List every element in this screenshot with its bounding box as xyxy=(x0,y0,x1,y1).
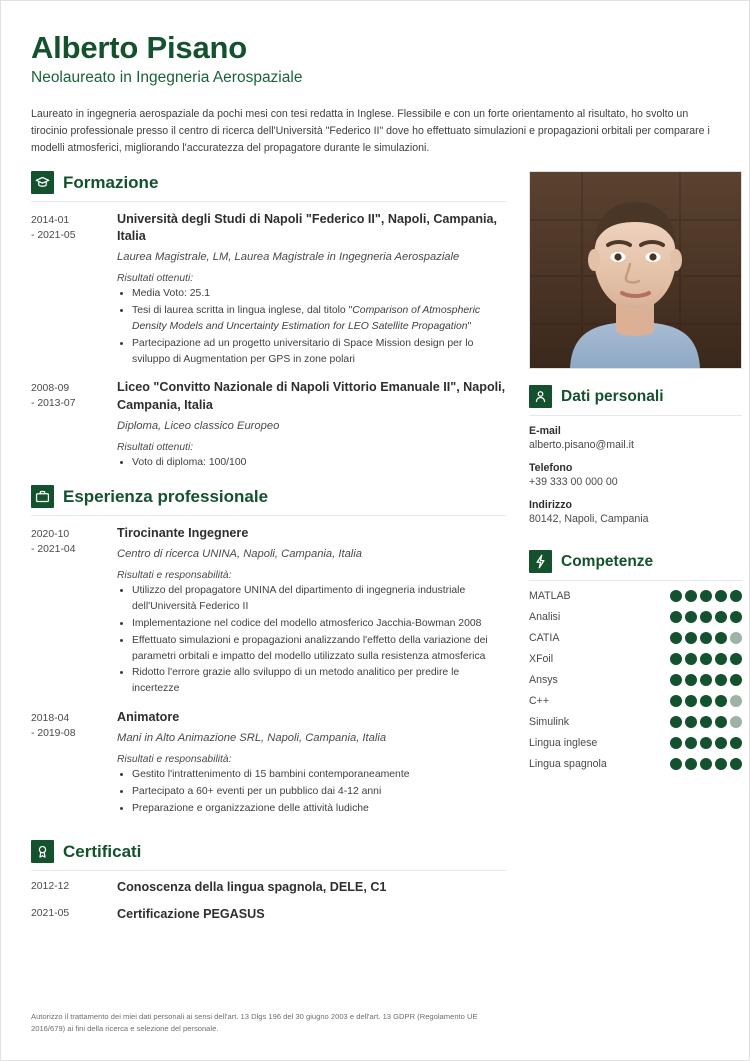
phone-field[interactable]: +39 333 00 000 00 xyxy=(529,476,618,489)
skill-dot-filled xyxy=(715,632,727,644)
skill-dot-filled xyxy=(700,695,712,707)
skill-dot-filled xyxy=(670,737,682,749)
skills-list xyxy=(529,590,742,770)
profile-summary: Laureato in ingegneria aerospaziale da pochi mesi con tesi redatta in Inglese. Flessibile e con un forte orientamento al risultato, ho svolto un tirocinio professionale presso il centro di ricerca dell'Università "Federico II" dove ho effettuato simulazioni e propagazioni orbitali per comparare i modelli atmosferici, migliorando l'accuratezza del propagatore durante le simulazioni. xyxy=(31,107,710,154)
skill-level-dots xyxy=(670,716,742,728)
skill-dot-filled xyxy=(715,653,727,665)
skill-level-dots xyxy=(670,653,742,665)
list-item: • Ridotto l'errore grazie allo sviluppo di un metodo analitico per predire le incertezze xyxy=(132,665,506,697)
entry-dates: 2008-09 - 2013-07 xyxy=(31,383,76,410)
skill-name: MATLAB xyxy=(529,590,571,603)
entry-results-label: Risultati e responsabilità: xyxy=(117,754,232,766)
skill-dot-filled xyxy=(685,758,697,770)
skill-name: Analisi xyxy=(529,611,561,624)
skill-level-dots xyxy=(670,758,742,770)
contact-address xyxy=(529,499,742,525)
experience-entry xyxy=(31,709,506,817)
skill-name: CATIA xyxy=(529,632,560,645)
list-item: • Partecipazione ad un progetto universitario di Space Mission design per lo sviluppo di Augmentation per GPS in zone polari xyxy=(132,336,506,368)
skill-name: Ansys xyxy=(529,674,558,687)
address-field: 80142, Napoli, Campania xyxy=(529,513,649,526)
cv-header xyxy=(31,31,721,157)
skill-row xyxy=(529,695,742,707)
skill-dot-filled xyxy=(700,716,712,728)
section-personal-data xyxy=(529,385,742,525)
skill-dot-filled xyxy=(715,674,727,686)
entry-body xyxy=(117,709,506,817)
section-experience xyxy=(31,485,506,817)
avatar xyxy=(529,171,742,369)
skill-dot-filled xyxy=(700,758,712,770)
skill-level-dots xyxy=(670,695,742,707)
skill-dot-empty xyxy=(730,716,742,728)
section-header-skills xyxy=(529,550,742,581)
skill-level-dots xyxy=(670,611,742,623)
list-item: • Gestito l'intrattenimento di 15 bambini contemporaneamente xyxy=(132,767,506,783)
skill-dot-filled xyxy=(715,695,727,707)
list-item: • Tesi di laurea scritta in lingua inglese, dal titolo "Comparison of Atmospheric Density Models and Uncertainty Estimation for LEO Satellite Propagation" xyxy=(132,303,506,335)
entry-subtitle: Diploma, Liceo classico Europeo xyxy=(117,419,280,432)
skill-dot-filled xyxy=(715,716,727,728)
skill-row xyxy=(529,653,742,665)
skill-dot-filled xyxy=(685,632,697,644)
entry-body xyxy=(117,525,506,698)
skill-dot-empty xyxy=(730,695,742,707)
person-icon xyxy=(529,385,552,408)
skill-dot-filled xyxy=(730,758,742,770)
skill-dot-filled xyxy=(670,758,682,770)
skill-dot-filled xyxy=(670,695,682,707)
list-item: • Utilizzo del propagatore UNINA del dipartimento di ingegneria industriale dell'Università Federico II xyxy=(132,583,506,615)
skill-name: Simulink xyxy=(529,716,570,729)
columns-wrapper xyxy=(31,171,721,933)
skill-row xyxy=(529,674,742,686)
entry-bullets xyxy=(117,286,506,367)
entry-dates: 2020-10 - 2021-04 xyxy=(31,529,76,556)
entry-results-label: Risultati ottenuti: xyxy=(117,441,194,453)
contact-phone xyxy=(529,462,742,488)
skill-name: XFoil xyxy=(529,653,554,666)
section-header-experience xyxy=(31,485,506,516)
list-item: • Voto di diploma: 100/100 xyxy=(132,455,506,471)
certificate-row xyxy=(31,880,506,894)
skill-dot-filled xyxy=(670,632,682,644)
skill-dot-filled xyxy=(730,611,742,623)
skill-dot-filled xyxy=(700,674,712,686)
skill-dot-filled xyxy=(670,653,682,665)
skill-name: Lingua spagnola xyxy=(529,758,607,771)
entry-title: Liceo "Convitto Nazionale di Napoli Vittorio Emanuale II", Napoli, Campania, Italia xyxy=(117,380,506,412)
entry-subtitle: Mani in Alto Animazione SRL, Napoli, Campania, Italia xyxy=(117,732,387,745)
spacer xyxy=(529,536,742,550)
skill-row xyxy=(529,632,742,644)
entry-results-label: Risultati ottenuti: xyxy=(117,273,194,285)
certificate-title: Certificazione PEGASUS xyxy=(117,906,265,921)
entry-body xyxy=(117,379,506,471)
skill-level-dots xyxy=(670,632,742,644)
entry-body xyxy=(117,211,506,368)
skill-dot-filled xyxy=(700,632,712,644)
certificate-title: Conoscenza della lingua spagnola, DELE, C1 xyxy=(117,879,387,894)
contact-label: Indirizzo xyxy=(529,499,572,512)
skill-row xyxy=(529,716,742,728)
section-title-certificates: Certificati xyxy=(63,841,142,861)
header-subtitle: Neolaureato in Ingegneria Aerospaziale xyxy=(31,69,303,87)
graduation-cap-icon xyxy=(31,171,54,194)
skill-dot-filled xyxy=(715,611,727,623)
entry-subtitle: Laurea Magistrale, LM, Laurea Magistrale in Ingegneria Aerospaziale xyxy=(117,251,460,264)
entry-subtitle: Centro di ricerca UNINA, Napoli, Campania, Italia xyxy=(117,548,362,561)
skill-dot-filled xyxy=(685,590,697,602)
education-entry xyxy=(31,211,506,368)
skill-name: C++ xyxy=(529,695,550,708)
skill-level-dots xyxy=(670,737,742,749)
section-header-certificates xyxy=(31,840,506,871)
skill-dot-filled xyxy=(715,758,727,770)
email-field[interactable]: alberto.pisano@mail.it xyxy=(529,439,634,452)
left-column xyxy=(31,171,506,933)
entry-title: Tirocinante Ingegnere xyxy=(117,526,249,541)
skill-dot-filled xyxy=(730,737,742,749)
skill-dot-filled xyxy=(670,611,682,623)
skill-level-dots xyxy=(670,590,742,602)
entry-bullets xyxy=(117,583,506,697)
skill-dot-filled xyxy=(685,674,697,686)
skill-dot-filled xyxy=(685,653,697,665)
skill-dot-filled xyxy=(670,716,682,728)
profile-photo xyxy=(530,172,741,368)
section-education xyxy=(31,171,506,471)
page-title: Alberto Pisano xyxy=(31,30,247,65)
certificate-date: 2021-05 xyxy=(31,907,70,919)
skill-dot-filled xyxy=(700,653,712,665)
entry-dates: 2018-04 - 2019-08 xyxy=(31,713,76,740)
skill-row xyxy=(529,611,742,623)
skill-dot-filled xyxy=(730,653,742,665)
skill-dot-filled xyxy=(700,611,712,623)
skill-dot-filled xyxy=(670,590,682,602)
skill-dot-filled xyxy=(730,590,742,602)
entry-results-label: Risultati e responsabilità: xyxy=(117,570,232,582)
entry-title: Università degli Studi di Napoli "Federico II", Napoli, Campania, Italia xyxy=(117,212,498,244)
skill-level-dots xyxy=(670,674,742,686)
section-header-personal xyxy=(529,385,742,416)
skill-dot-filled xyxy=(715,737,727,749)
section-title-personal: Dati personali xyxy=(561,387,664,405)
section-certificates xyxy=(31,840,506,921)
contact-label: Telefono xyxy=(529,462,573,475)
skill-dot-filled xyxy=(685,737,697,749)
skill-row xyxy=(529,590,742,602)
skill-dot-filled xyxy=(700,590,712,602)
certificate-row xyxy=(31,907,506,921)
entry-bullets xyxy=(117,767,506,816)
section-title-skills: Competenze xyxy=(561,552,654,570)
section-title-education: Formazione xyxy=(63,173,159,193)
skill-dot-filled xyxy=(685,611,697,623)
skill-dot-filled xyxy=(685,716,697,728)
certificate-date: 2012-12 xyxy=(31,880,70,892)
skill-dot-filled xyxy=(700,737,712,749)
entry-title: Animatore xyxy=(117,710,180,725)
contact-email xyxy=(529,425,742,451)
skill-dot-filled xyxy=(730,674,742,686)
skill-row xyxy=(529,737,742,749)
cv-content xyxy=(31,31,721,1038)
skill-dot-empty xyxy=(730,632,742,644)
skill-dot-filled xyxy=(715,590,727,602)
skill-row xyxy=(529,758,742,770)
briefcase-icon xyxy=(31,485,54,508)
section-header-education xyxy=(31,171,506,202)
contact-label: E-mail xyxy=(529,425,561,438)
list-item: • Implementazione nel codice del modello atmosferico Jacchia-Bowman 2008 xyxy=(132,616,506,632)
skill-dot-filled xyxy=(685,695,697,707)
list-item: • Preparazione e organizzazione delle attività ludiche xyxy=(132,801,506,817)
lightning-bolt-icon xyxy=(529,550,552,573)
experience-entry xyxy=(31,525,506,698)
entry-dates: 2014-01 - 2021-05 xyxy=(31,215,76,242)
privacy-footer: Autorizzo il trattamento dei miei dati personali ai sensi dell'art. 13 Dlgs 196 del 30 giugno 2003 e dell'art. 13 GDPR (Regolamento UE 2016/679) ai fini della ricerca e selezione del personale. xyxy=(31,1012,478,1034)
list-item: • Effettuato simulazioni e propagazioni analizzando l'effetto della variazione dei parametri orbitali e impatto del modello utilizzato sulla resistenza atmosferica xyxy=(132,633,506,665)
section-skills xyxy=(529,550,742,770)
section-title-experience: Esperienza professionale xyxy=(63,487,269,507)
skill-dot-filled xyxy=(670,674,682,686)
list-item: • Partecipato a 60+ eventi per un pubblico dai 4-12 anni xyxy=(132,784,506,800)
education-entry xyxy=(31,379,506,471)
list-item: • Media Voto: 25.1 xyxy=(132,286,506,302)
award-ribbon-icon xyxy=(31,840,54,863)
thesis-title: Comparison of Atmospheric Density Models and Uncertainty Estimation for LEO Satellite Propagation xyxy=(132,305,481,332)
entry-bullets xyxy=(117,455,506,471)
right-column xyxy=(529,171,742,779)
skill-name: Lingua inglese xyxy=(529,737,598,750)
